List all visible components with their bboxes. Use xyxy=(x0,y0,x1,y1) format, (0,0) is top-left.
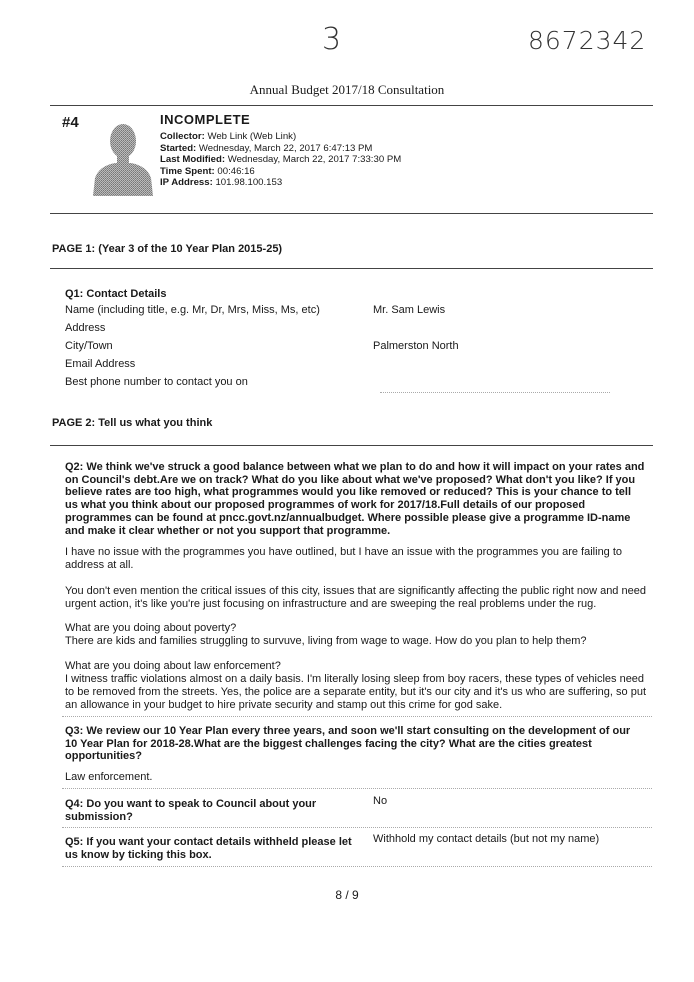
q3-question xyxy=(65,725,645,763)
document-title: Annual Budget 2017/18 Consultation xyxy=(249,82,445,97)
divider xyxy=(50,268,653,269)
q1-title: Q1: Contact Details xyxy=(65,288,167,300)
address-field-label: Address xyxy=(65,322,106,334)
q3-answer: Law enforcement. xyxy=(65,771,153,783)
divider xyxy=(50,213,653,214)
city-field-value: Palmerston North xyxy=(373,340,459,352)
q2-answer-paragraph xyxy=(65,585,655,611)
name-field-label: Name (including title, e.g. Mr, Dr, Mrs, Miss, Ms, etc) xyxy=(65,304,320,316)
started-value: Wednesday, March 22, 2017 6:47:13 PM xyxy=(198,142,373,154)
divider xyxy=(50,105,653,106)
redaction-trace xyxy=(62,827,652,828)
q5-answer: Withhold my contact details (but not my name) xyxy=(373,833,600,845)
time-spent-value: 00:46:16 xyxy=(217,165,255,177)
q3-question-line: opportunities? xyxy=(65,750,142,763)
handwritten-page-number: 3 xyxy=(322,22,342,57)
phone-field-label: Best phone number to contact you on xyxy=(65,376,248,388)
q2-answer-paragraph xyxy=(65,546,655,572)
person-silhouette-icon xyxy=(91,112,155,196)
handwritten-reference-id: 8672342 xyxy=(528,26,647,55)
modified-value: Wednesday, March 22, 2017 7:33:30 PM xyxy=(227,154,402,165)
answer-line: I have no issue with the programmes you have outlined, but I have an issue with the programmes you are failing to xyxy=(65,546,623,558)
q2-question xyxy=(65,461,645,537)
answer-line: address at all. xyxy=(65,558,134,571)
modified-label: Last Modified: xyxy=(160,154,226,165)
avatar xyxy=(91,112,155,196)
q5-question xyxy=(65,836,365,861)
page-number: 8 / 9 xyxy=(335,888,359,902)
answer-line: I witness traffic violations almost on a daily basis. I'm literally losing sleep from boy racers, these types of vehicles need xyxy=(65,672,645,685)
q4-question xyxy=(65,798,365,823)
q4-answer: No xyxy=(373,795,388,807)
response-status: INCOMPLETE xyxy=(160,112,251,127)
q5-question-line: us know by ticking this box. xyxy=(65,848,212,861)
page1-heading: PAGE 1: (Year 3 of the 10 Year Plan 2015-25) xyxy=(52,243,283,255)
q4-question-line: Q4: Do you want to speak to Council about your xyxy=(65,798,317,810)
q2-question-line: Q2: We think we've struck a good balance between what we plan to do and how it will impact on your rates and xyxy=(65,461,645,473)
answer-line: You don't even mention the critical issues of this city, issues that are significantly affecting the public right now and need xyxy=(65,585,646,597)
ip-address-value: 101.98.100.153 xyxy=(215,177,283,188)
collector-value: Web Link (Web Link) xyxy=(207,131,297,142)
redaction-trace xyxy=(380,392,610,393)
response-metadata xyxy=(160,131,401,189)
name-field-value: Mr. Sam Lewis xyxy=(373,304,446,316)
answer-line: an allowance in your budget to hire private security and stamp out this crime for god sake. xyxy=(65,698,503,711)
ip-address-label: IP Address: xyxy=(160,177,213,188)
redaction-trace xyxy=(62,866,652,867)
q2-question-line: programmes can be found at pncc.govt.nz/annualbudget. Where possible please give a programme ID-name xyxy=(65,511,631,524)
answer-line: to be removed from the streets. Yes, the police are a separate entity, but it's our city and it's us who are suffering, so put xyxy=(65,685,646,698)
answer-line: There are kids and families struggling to survuve, living from wage to wage. How do you plan to help them? xyxy=(65,634,587,647)
collector-label: Collector: xyxy=(160,131,205,142)
q2-question-line: on Council's debt.Are we on track? What do you like about what we've proposed? What don't you like? If you xyxy=(65,473,636,486)
q2-question-line: and make it clear whether or not you support that programme. xyxy=(65,524,391,537)
q4-question-line: submission? xyxy=(65,810,133,823)
q5-question-line: Q5: If you want your contact details withheld please let xyxy=(65,836,352,848)
q3-question-line: Q3: We review our 10 Year Plan every three years, and soon we'll start consulting on the development of our xyxy=(65,725,631,737)
answer-line: What are you doing about law enforcement? xyxy=(65,660,281,672)
answer-line: What are you doing about poverty? xyxy=(65,622,237,634)
redaction-trace xyxy=(62,788,652,789)
divider xyxy=(50,445,653,446)
q2-question-line: us what you think about our proposed programmes of work for 2017/18.Full details of our proposed xyxy=(65,499,586,512)
response-number: #4 xyxy=(62,114,79,131)
q2-answer-paragraph xyxy=(65,622,655,648)
q2-answer-paragraph xyxy=(65,660,655,712)
q3-question-line: 10 Year Plan for 2018-28.What are the biggest challenges facing the city? What are the cities greatest xyxy=(65,737,592,750)
q2-question-line: believe rates are too high, what programmes would you like removed or reduced? This is your chance to tell xyxy=(65,486,632,499)
time-spent-label: Time Spent: xyxy=(160,165,215,177)
redaction-trace xyxy=(62,716,652,717)
answer-line: urgent action, it's like you're just focusing on infrastructure and are sweeping the real problems under the rug. xyxy=(65,597,597,610)
email-field-label: Email Address xyxy=(65,358,136,370)
started-label: Started: xyxy=(160,142,197,154)
city-field-label: City/Town xyxy=(65,340,113,352)
page2-heading: PAGE 2: Tell us what you think xyxy=(52,417,213,429)
